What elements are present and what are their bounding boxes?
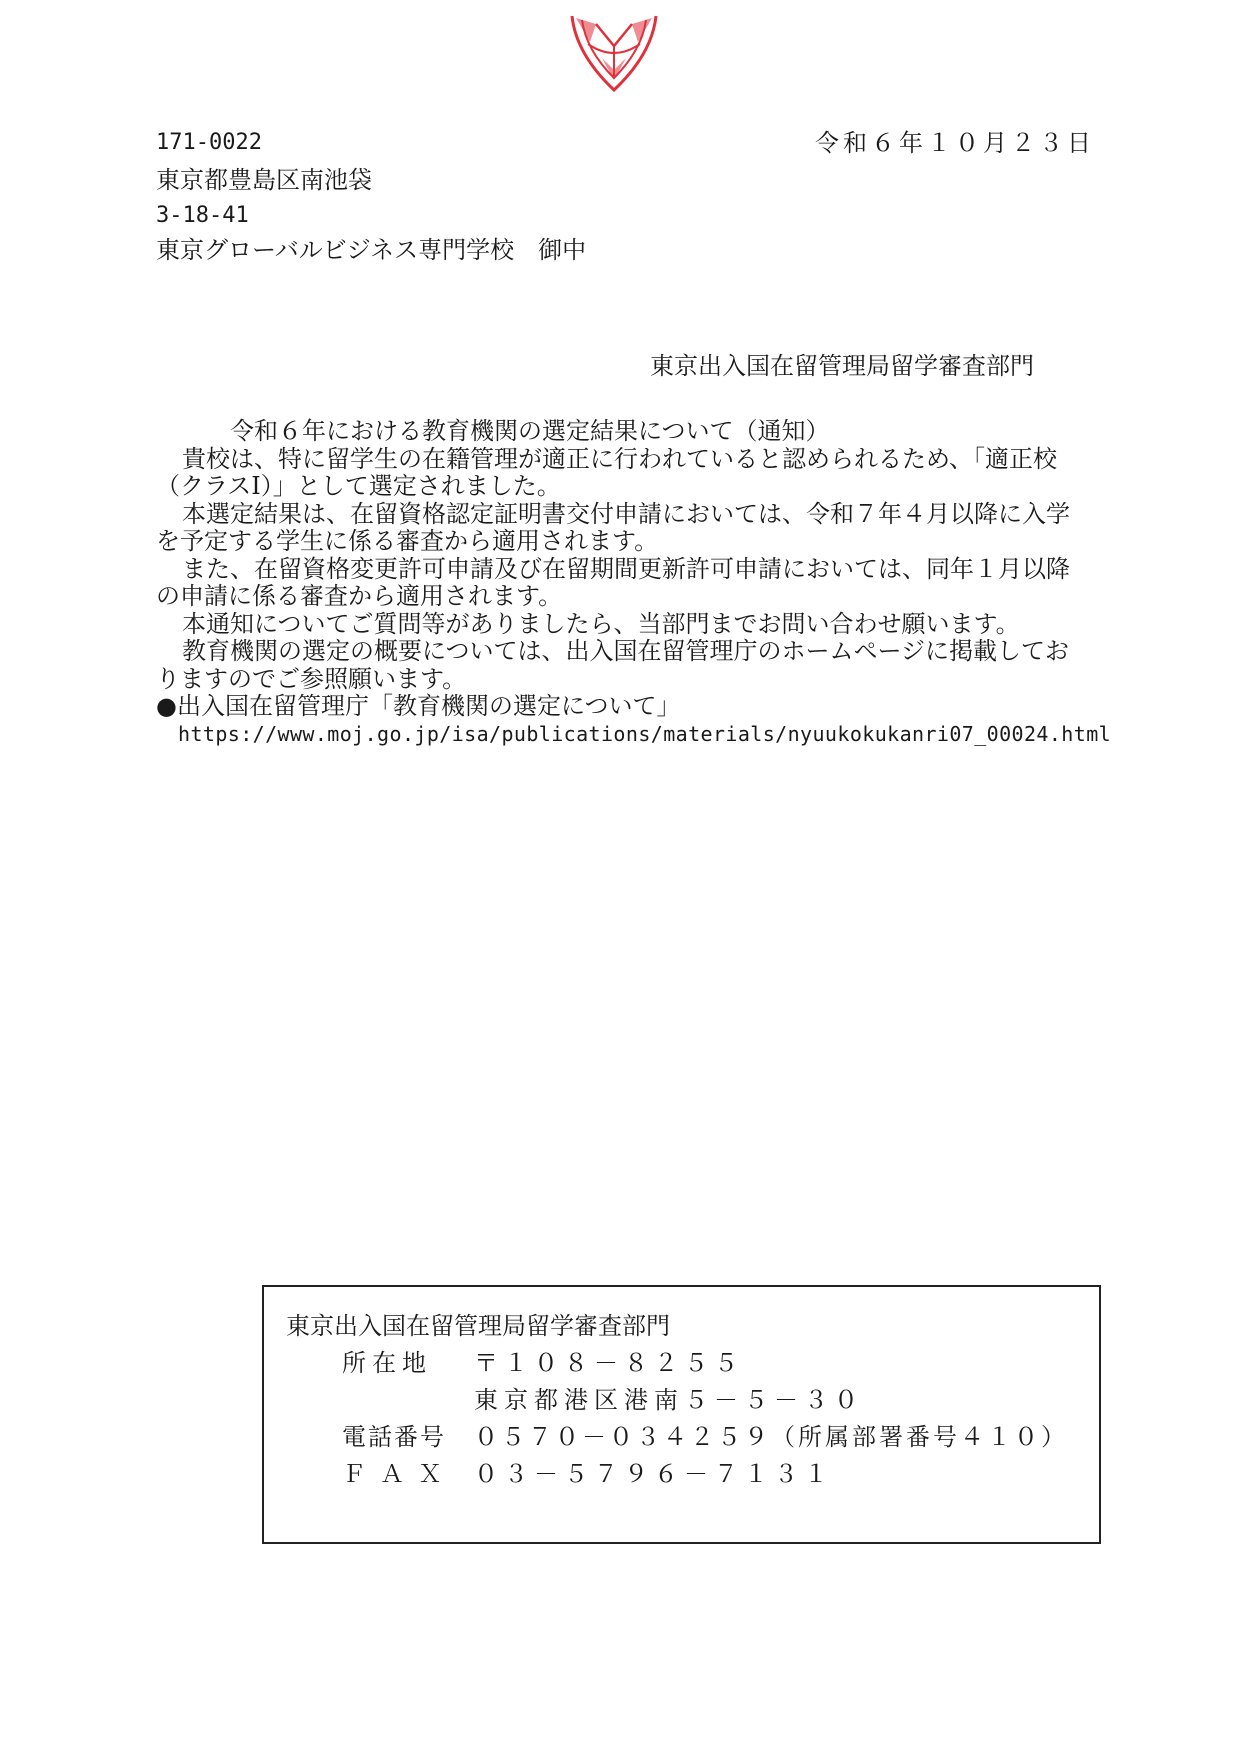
postal-code: 171-0022 <box>156 130 262 155</box>
body-line: また、在留資格変更許可申請及び在留期間更新許可申請においては、同年１月以降 <box>182 554 1070 583</box>
reference-url-link[interactable]: https://www.moj.go.jp/isa/publications/materials/nyuukokukanri07_00024.html <box>178 721 1112 746</box>
address-line-1: 東京都豊島区南池袋 <box>156 166 372 194</box>
address-line-2: 3-18-41 <box>156 203 249 228</box>
body-line: 本通知についてご質問等がありましたら、当部門までお問い合わせ願います。 <box>182 609 1020 638</box>
fax-number: ０３－５７９６－７１３１ <box>474 1460 834 1488</box>
address-postal: 〒１０８－８２５５ <box>474 1349 744 1377</box>
contact-phone-row <box>342 1422 1068 1452</box>
body-line: の申請に係る審査から適用されます。 <box>156 582 563 610</box>
letter-date: 令和６年１０月２３日 <box>815 129 1095 157</box>
recipient-name: 東京グローバルビジネス専門学校 御中 <box>156 236 587 264</box>
body-line: （クラスⅠ）」として選定されました。 <box>156 472 561 500</box>
seal-emblem-icon <box>566 14 662 94</box>
phone-number: ０５７０－０３４２５９（所属部署番号４１０） <box>474 1423 1068 1451</box>
sender-name: 東京出入国在留管理局留学審査部門 <box>650 352 1034 380</box>
body-line: 貴校は、特に留学生の在籍管理が適正に行われていると認められるため、「適正校 <box>182 444 1058 473</box>
address-street: 東京都港区港南５－５－３０ <box>474 1386 864 1414</box>
body-line: りますのでご参照願います。 <box>156 664 467 693</box>
fax-label: ＦＡＸ <box>342 1460 456 1488</box>
body-line: を予定する学生に係る審査から適用されます。 <box>156 527 659 555</box>
official-seal <box>566 14 662 94</box>
notice-body <box>156 418 1116 748</box>
contact-fax-row <box>342 1459 834 1489</box>
reference-title: ●出入国在留管理庁「教育機関の選定について」 <box>156 692 681 720</box>
phone-label: 電話番号 <box>342 1423 446 1451</box>
contact-office: 東京出入国在留管理局留学審査部門 <box>286 1312 670 1340</box>
body-line: 本選定結果は、在留資格認定証明書交付申請においては、令和７年４月以降に入学 <box>182 499 1070 528</box>
body-line: 教育機関の選定の概要については、出入国在留管理庁のホームページに掲載してお <box>182 637 1070 665</box>
address-label: 所在地 <box>342 1349 432 1377</box>
contact-address-row <box>342 1348 744 1378</box>
contact-info-box <box>262 1285 1101 1544</box>
notice-title: 令和６年における教育機関の選定結果について（通知） <box>230 417 830 445</box>
